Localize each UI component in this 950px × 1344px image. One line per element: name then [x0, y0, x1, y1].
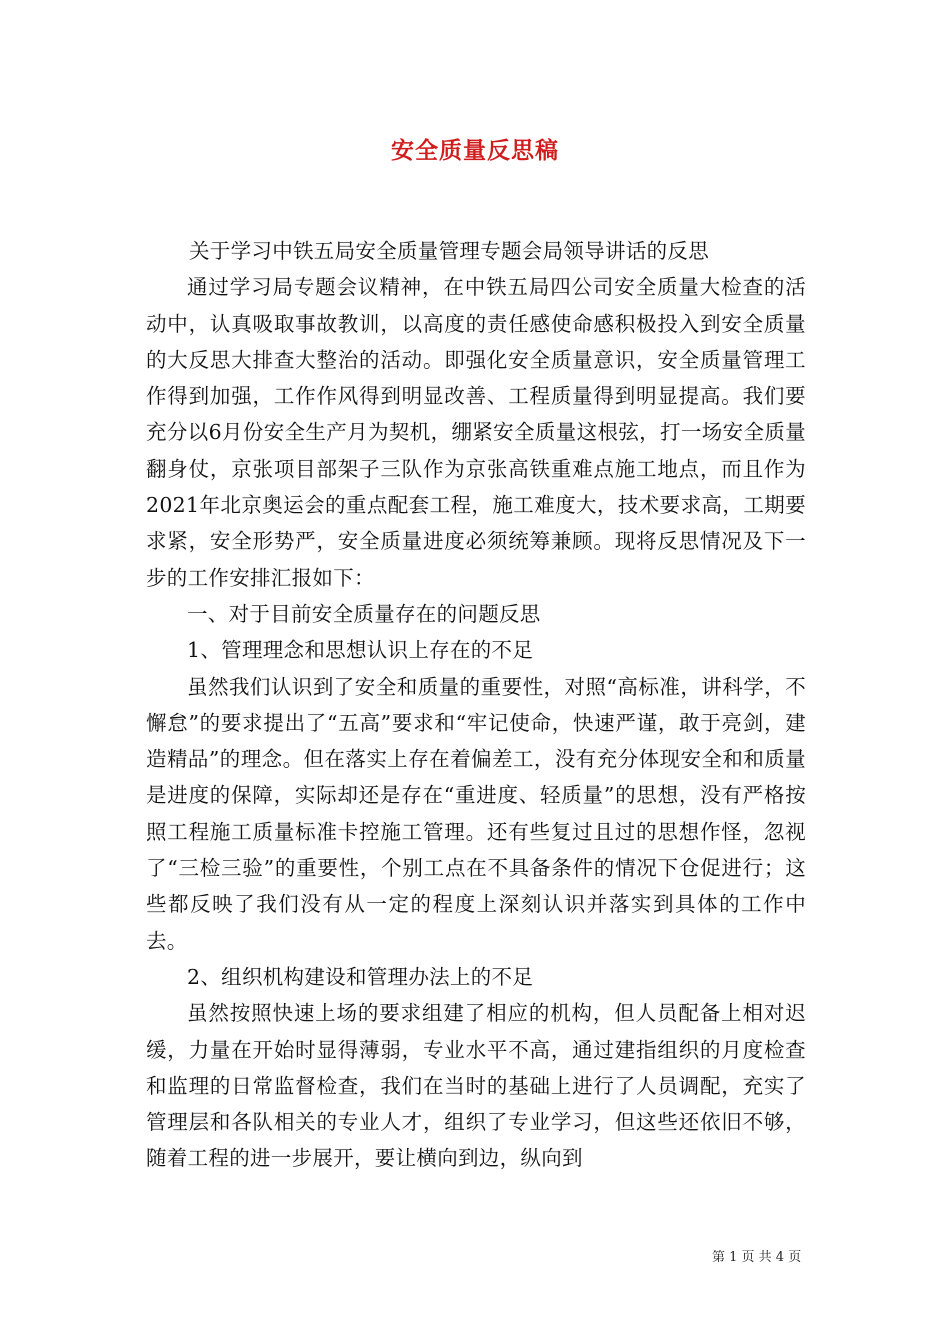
- paragraph-intro: 通过学习局专题会议精神，在中铁五局四公司安全质量大检查的活动中，认真吸取事故教训，以高度的责任感使命感积极投入到安全质量的大反思大排查大整治的活动。即强化安全质量意识，安全质量管理工作得到加强，工作作风得到明显改善、工程质量得到明显提高。我们要充分以6月份安全生产月为契机，绷紧安全质量这根弦，打一场安全质量翻身仗，京张项目部架子三队作为京张高铁重难点施工地点，而且作为2021年北京奥运会的重点配套工程，施工难度大，技术要求高，工期要求紧，安全形势严，安全质量进度必须统筹兼顾。现将反思情况及下一步的工作安排汇报如下：: [146, 275, 806, 590]
- document-subtitle: 关于学习中铁五局安全质量管理专题会局领导讲话的反思: [189, 239, 709, 263]
- subsection-heading-2: 2、组织机构建设和管理办法上的不足: [187, 964, 534, 989]
- paragraph-organization: 虽然按照快速上场的要求组建了相应的机构，但人员配备上相对迟缓，力量在开始时显得薄弱，专业水平不高，通过建指组织的月度检查和监理的日常监督检查，我们在当时的基础上进行了人员调配，充实了管理层和各队相关的专业人才，组织了专业学习，但这些还依旧不够，随着工程的进一步展开，要让横向到边，纵向到: [146, 1001, 806, 1171]
- section-heading-1: 一、对于目前安全质量存在的问题反思: [187, 601, 541, 626]
- page-number-footer: 第 1 页 共 4 页: [712, 1250, 802, 1265]
- paragraph-management: 虽然我们认识到了安全和质量的重要性，对照“高标准，讲科学，不懈怠”的要求提出了“五高”要求和“牢记使命，快速严谨，敢于亮剑，建造精品”的理念。但在落实上存在着偏差工，没有充分体现安全和和质量是进度的保障，实际却还是存在“重进度、轻质量”的思想，没有严格按照工程施工质量标准卡控施工管理。还有些复过且过的思想作怪，忽视了“三检三验”的重要性，个别工点在不具备条件的情况下仓促进行；这些都反映了我们没有从一定的程度上深刻认识并落实到具体的工作中去。: [146, 674, 806, 953]
- document-body: [146, 233, 806, 1177]
- subsection-heading-1: 1、管理理念和思想认识上存在的不足: [187, 638, 534, 663]
- document-title: 安全质量反思稿: [391, 137, 559, 164]
